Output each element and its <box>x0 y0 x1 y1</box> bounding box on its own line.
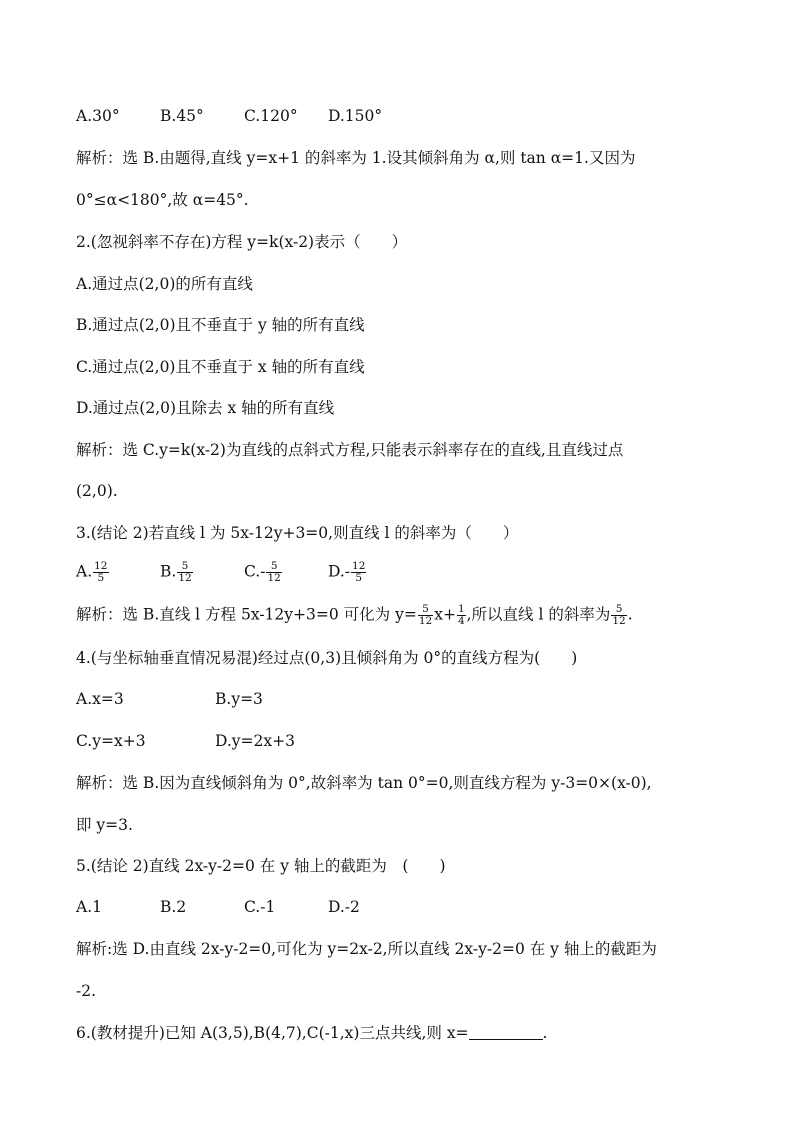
q4-option-b: B.y=3 <box>215 690 263 708</box>
q5-option-c: C.-1 <box>244 898 276 916</box>
q3-option-a-fraction: $\frac{12}{5}$ <box>94 560 108 584</box>
q3-analysis-fraction-3: $\frac{5}{12}$ <box>612 603 626 627</box>
q3-analysis-fraction-1: $\frac{5}{12}$ <box>418 603 433 627</box>
q3-analysis-fraction-2: $\frac{1}{4}$ <box>457 603 465 627</box>
q5-analysis-line1: 解析:选 D.由直线 2x-y-2=0,可化为 y=2x-2,所以直线 2x-y-2=0 在 y 轴上的截距为 <box>76 940 657 958</box>
q6-stem: 6.(教材提升)已知 A(3,5),B(4,7),C(-1,x)三点共线,则 x= . <box>76 1024 548 1042</box>
q3-option-c-fraction: $\frac{5}{12}$ <box>267 560 281 584</box>
q2-stem: 2.(忽视斜率不存在)方程 y=k(x-2)表示（ ） <box>76 233 408 251</box>
q6-answer-blank[interactable] <box>469 1025 543 1040</box>
q3-option-a: A. $\frac{12}{5}$ <box>76 560 108 584</box>
q3-stem: 3.(结论 2)若直线 l 为 5x-12y+3=0,则直线 l 的斜率为（ ） <box>76 524 519 542</box>
q4-analysis-line2: 即 y=3. <box>76 816 133 834</box>
q1-analysis-line2: 0°≤α<180°,故 α=45°. <box>76 191 249 209</box>
q2-option-b: B.通过点(2,0)且不垂直于 y 轴的所有直线 <box>76 316 365 334</box>
q1-option-c: C.120° <box>244 107 298 125</box>
q5-option-a: A.1 <box>76 898 102 916</box>
q5-option-b: B.2 <box>160 898 187 916</box>
q5-analysis-line2: -2. <box>76 982 97 1000</box>
q1-option-b: B.45° <box>160 107 204 125</box>
q3-analysis: 解析：选 B.直线 l 方程 5x-12y+3=0 可化为 y= $\frac{5}{12}$ x+ $\frac{1}{4}$ ,所以直线 l 的斜率为 $\frac{5}{12}$ . <box>76 603 633 627</box>
q3-option-d-fraction: $\frac{12}{5}$ <box>352 560 366 584</box>
q5-stem: 5.(结论 2)直线 2x-y-2=0 在 y 轴上的截距为 ( ) <box>76 857 446 875</box>
q4-analysis-line1: 解析：选 B.因为直线倾斜角为 0°,故斜率为 tan 0°=0,则直线方程为 y-3=0×(x-0), <box>76 774 652 792</box>
q1-analysis-line1: 解析：选 B.由题得,直线 y=x+1 的斜率为 1.设其倾斜角为 α,则 tan α=1.又因为 <box>76 149 636 167</box>
q2-option-a: A.通过点(2,0)的所有直线 <box>76 275 253 293</box>
q3-option-b: B. $\frac{5}{12}$ <box>160 560 192 584</box>
q1-option-d: D.150° <box>328 107 383 125</box>
q4-option-c: C.y=x+3 <box>76 732 146 750</box>
q1-option-a: A.30° <box>76 107 120 125</box>
q2-analysis-line2: (2,0). <box>76 482 118 500</box>
q3-option-b-fraction: $\frac{5}{12}$ <box>178 560 192 584</box>
q2-option-c: C.通过点(2,0)且不垂直于 x 轴的所有直线 <box>76 358 365 376</box>
q5-option-d: D.-2 <box>328 898 360 916</box>
q2-analysis-line1: 解析：选 C.y=k(x-2)为直线的点斜式方程,只能表示斜率存在的直线,且直线过点 <box>76 441 624 459</box>
q4-stem: 4.(与坐标轴垂直情况易混)经过点(0,3)且倾斜角为 0°的直线方程为( ) <box>76 649 578 667</box>
q3-option-c: C.- $\frac{5}{12}$ <box>244 560 281 584</box>
q4-option-d: D.y=2x+3 <box>215 732 295 750</box>
q4-option-a: A.x=3 <box>76 690 124 708</box>
q2-option-d: D.通过点(2,0)且除去 x 轴的所有直线 <box>76 399 335 417</box>
q3-option-d: D.- $\frac{12}{5}$ <box>328 560 366 584</box>
